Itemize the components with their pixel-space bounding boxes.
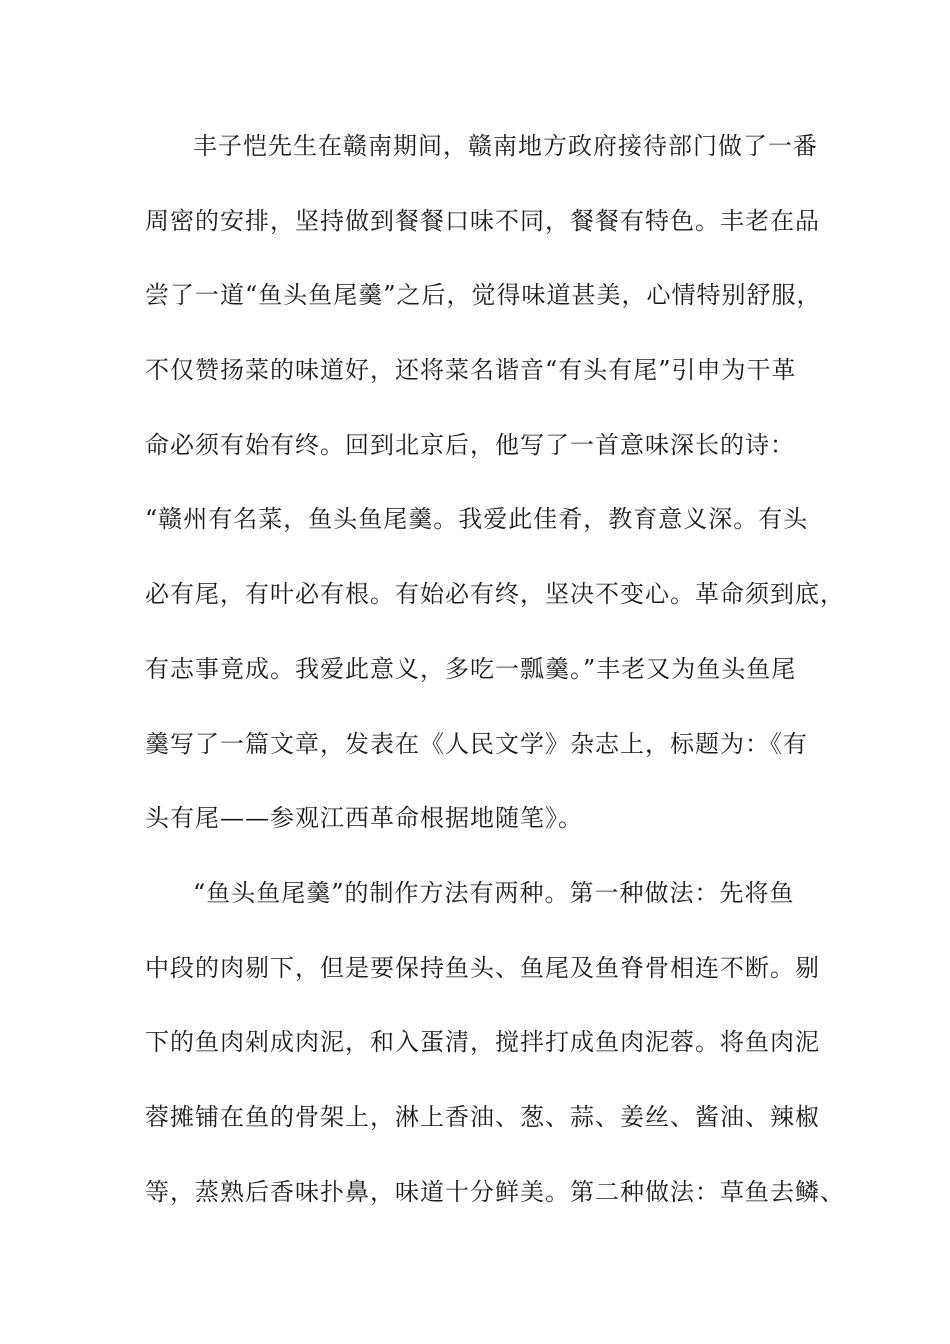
- paragraph-1-line-2: 周密的安排，坚持做到餐餐口味不同，餐餐有特色。丰老在品: [145, 206, 820, 235]
- paragraph-1-line-8: 有志事竟成。我爱此意义，多吃一瓢羹。”丰老又为鱼头鱼尾: [145, 654, 797, 683]
- paragraph-1-line-7: 必有尾，有叶必有根。有始必有终，坚决不变心。革命须到底，: [145, 580, 845, 609]
- paragraph-1-line-6: “赣州有名菜，鱼头鱼尾羹。我爱此佳肴，教育意义深。有头: [145, 505, 809, 534]
- paragraph-1-line-3: 尝了一道“鱼头鱼尾羹”之后，觉得味道甚美，心情特别舒服，: [145, 281, 822, 310]
- body-text: [145, 126, 845, 1246]
- paragraph-1-line-10: 头有尾——参观江西革命根据地随笔》。: [145, 804, 583, 833]
- paragraph-1-line-5: 命必须有始有终。回到北京后，他写了一首意味深长的诗：: [145, 430, 795, 459]
- paragraph-2-line-2: 中段的肉剔下，但是要保持鱼头、鱼尾及鱼脊骨相连不断。剔: [145, 953, 820, 982]
- paragraph-2-line-3: 下的鱼肉剁成肉泥，和入蛋清，搅拌打成鱼肉泥蓉。将鱼肉泥: [145, 1028, 820, 1057]
- paragraph-2-line-4: 蓉摊铺在鱼的骨架上，淋上香油、葱、蒜、姜丝、酱油、辣椒: [145, 1102, 820, 1131]
- paragraph-1-line-4: 不仅赞扬菜的味道好，还将菜名谐音“有头有尾”引申为干革: [145, 356, 797, 385]
- paragraph-2-line-1: “鱼头鱼尾羹”的制作方法有两种。第一种做法：先将鱼: [193, 878, 795, 907]
- paragraph-2-line-5: 等，蒸熟后香味扑鼻，味道十分鲜美。第二种做法：草鱼去鳞、: [145, 1177, 845, 1206]
- paragraph-1-line-1: 丰子恺先生在赣南期间，赣南地方政府接待部门做了一番: [193, 132, 818, 160]
- paragraph-1-line-9: 羹写了一篇文章，发表在《人民文学》杂志上，标题为：《有: [145, 729, 808, 758]
